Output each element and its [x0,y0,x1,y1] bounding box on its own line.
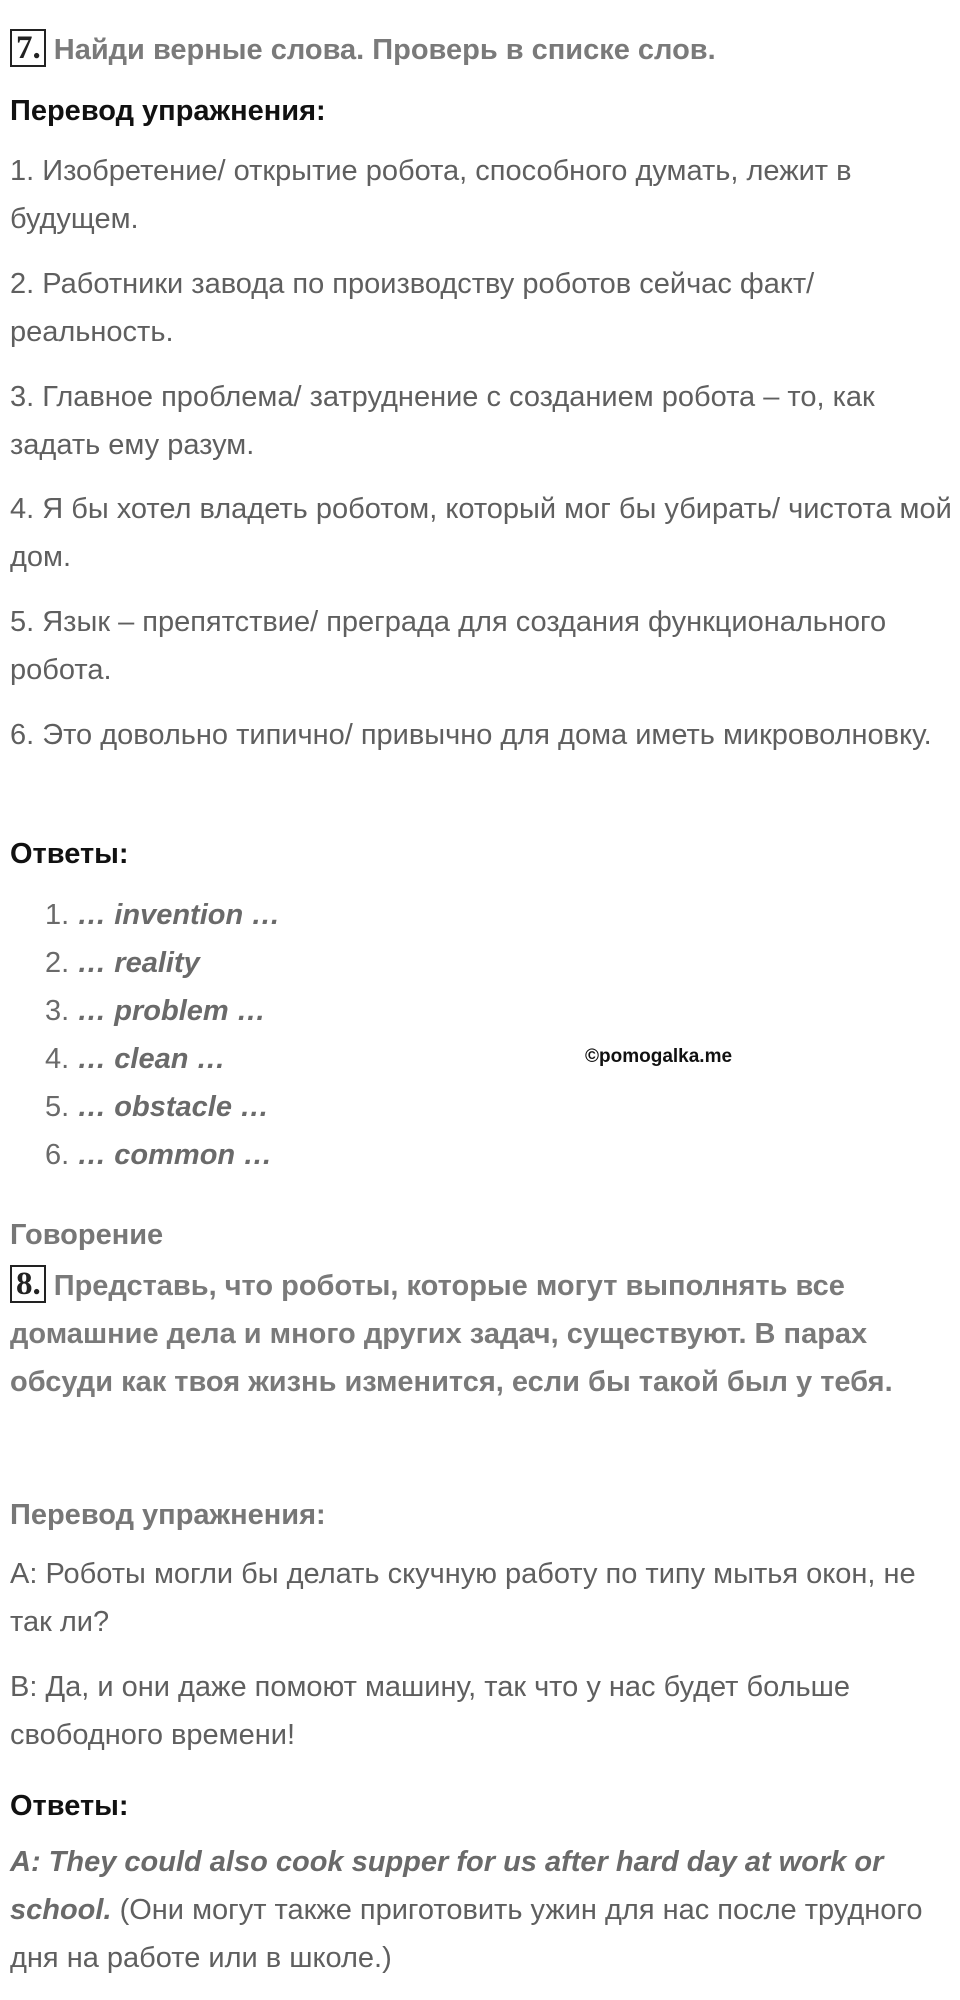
task-7-answers-label: Ответы: [10,838,129,870]
watermark: ©pomogalka.me [585,1046,733,1067]
task-7-translation-label: Перевод упражнения: [10,95,326,127]
section-title-speaking: Говорение [10,1219,164,1251]
list-item: 6. … common … [45,1139,273,1171]
task-8-heading [10,1262,955,1406]
task-7-instruction: Найди верные слова. Проверь в списке слов. [53,34,716,66]
task-8-answer [10,1838,955,1982]
task-7-translation-1: 1. Изобретение/ открытие робота, способного думать, лежит в будущем. [10,155,852,235]
task-8-answers-label: Ответы: [10,1790,129,1822]
task-7-heading [10,26,955,74]
list-item: 3. … problem … [45,995,266,1027]
task-8-translation-label: Перевод упражнения: [10,1499,326,1531]
task-7-translation-4: 4. Я бы хотел владеть роботом, который мог бы убирать/ чистота мой дом. [10,493,952,573]
task-7-answer-list [10,891,960,1179]
task-8-answer-english: A: They could also cook supper for us after hard day at work or school. [10,1846,884,1926]
list-item: 4. … clean … [45,1043,226,1075]
task-7-translation-6: 6. Это довольно типично/ привычно для дома иметь микроволновку. [10,719,932,751]
list-item: 1. … invention … [45,899,281,931]
task-7-translation-2: 2. Работники завода по производству роботов сейчас факт/ реальность. [10,268,815,348]
task-8-number: 8. [10,1265,46,1303]
task-7-translation-5: 5. Язык – препятствие/ преграда для создания функционального робота. [10,606,887,686]
list-item: 5. … obstacle … [45,1091,270,1123]
task-8-translation-a: А: Роботы могли бы делать скучную работу по типу мытья окон, не так ли? [10,1558,916,1638]
task-7-translation-3: 3. Главное проблема/ затруднение с созданием робота – то, как задать ему разум. [10,381,875,461]
list-item: 2. … reality [45,947,200,979]
task-8-instruction: Представь, что роботы, которые могут выполнять все домашние дела и много других задач, существуют. В парах обсуди как твоя жизнь изменится, если бы такой был у тебя. [10,1270,893,1398]
task-7-number: 7. [10,29,46,67]
task-8-answer-russian: (Они могут также приготовить ужин для нас после трудного дня на работе или в школе.) [10,1894,923,1974]
task-8-translation-b: В: Да, и они даже помоют машину, так что у нас будет больше свободного времени! [10,1671,851,1751]
